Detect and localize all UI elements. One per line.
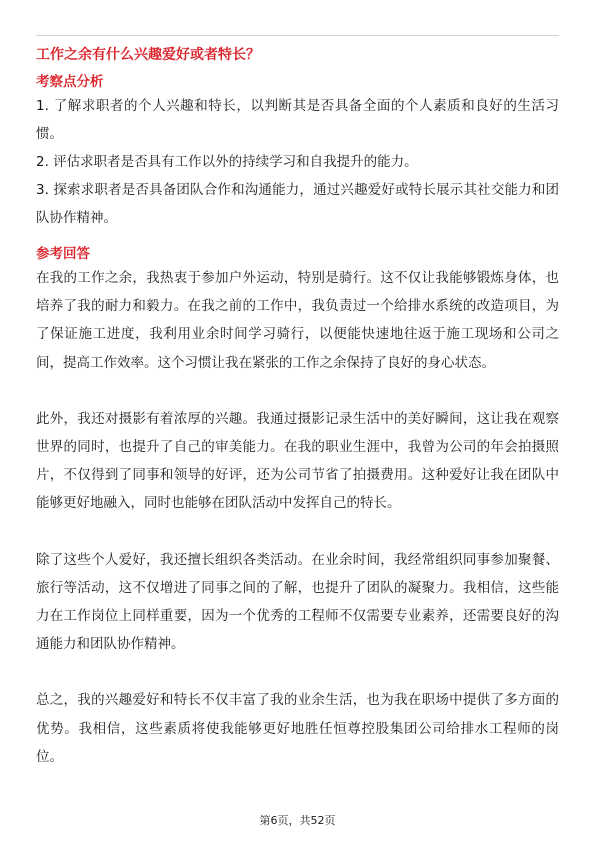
analysis-point: 3. 探索求职者是否具备团队合作和沟通能力，通过兴趣爱好或特长展示其社交能力和团队协作精神。 — [36, 182, 559, 226]
analysis-heading: 考察点分析 — [36, 74, 104, 90]
answer-paragraph: 在我的工作之余，我热衷于参加户外运动，特别是骑行。这不仅让我能够锻炼身体，也培养了我的耐力和毅力。在我之前的工作中，我负责过一个给排水系统的改造项目，为了保证施工进度，我利用业余时间学习骑行，以便能快速地往返于施工现场和公司之间，提高工作效率。这个习惯让我在紧张的工作之余保持了良好的身心状态。 — [36, 270, 559, 371]
page-number: 第6页，共52页 — [259, 814, 336, 827]
answer-paragraph: 总之，我的兴趣爱好和特长不仅丰富了我的业余生活，也为我在职场中提供了多方面的优势。我相信，这些素质将使我能够更好地胜任恒尊控股集团公司给排水工程师的岗位。 — [36, 692, 559, 765]
answer-heading: 参考回答 — [36, 246, 90, 262]
analysis-point: 2. 评估求职者是否具有工作以外的持续学习和自我提升的能力。 — [36, 154, 418, 170]
answer-body — [36, 264, 559, 771]
answer-paragraph: 此外，我还对摄影有着浓厚的兴趣。我通过摄影记录生活中的美好瞬间，这让我在观察世界的同时，也提升了自己的审美能力。在我的职业生涯中，我曾为公司的年会拍摄照片，不仅得到了同事和领导的好评，还为公司节省了拍摄费用。这种爱好让我在团队中能够更好地融入，同时也能够在团队活动中发挥自己的特长。 — [36, 410, 559, 512]
top-divider — [36, 35, 559, 36]
page-content — [36, 44, 559, 771]
analysis-points — [36, 92, 559, 232]
analysis-point: 1. 了解求职者的个人兴趣和特长，以判断其是否具备全面的个人素质和良好的生活习惯。 — [36, 98, 559, 142]
answer-paragraph: 除了这些个人爱好，我还擅长组织各类活动。在业余时间，我经常组织同事参加聚餐、旅行等活动，这不仅增进了同事之间的了解，也提升了团队的凝聚力。我相信，这些能力在工作岗位上同样重要，因为一个优秀的工程师不仅需要专业素养，还需要良好的沟通能力和团队协作精神。 — [36, 551, 559, 653]
question-title: 工作之余有什么兴趣爱好或者特长？ — [36, 47, 260, 63]
